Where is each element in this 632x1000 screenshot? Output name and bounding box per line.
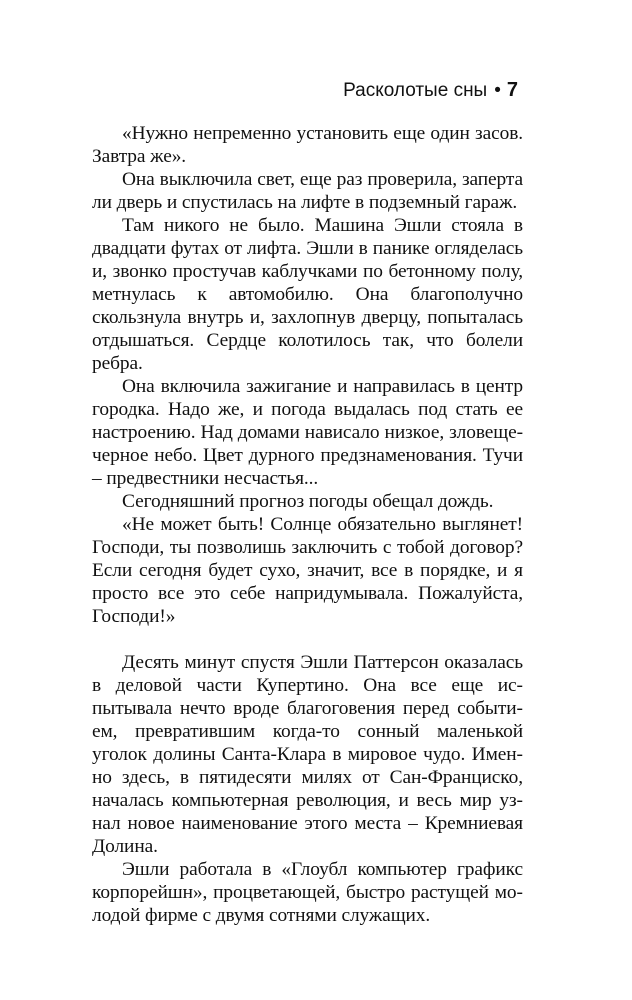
paragraph: «Нужно непременно установить еще один засов. Завтра же». xyxy=(92,123,523,167)
paragraph: Там никого не было. Машина Эшли стояла в двадцати футах от лифта. Эшли в панике огляделась и, звонко простучав каблучками по бетонному полу, метнулась к автомобилю. Она благополучно скользнула внутрь и, захлопнув дверцу, попыталась отдышаться. Сердце колотилось так, что болели ребра. xyxy=(92,215,523,374)
header-separator: • xyxy=(494,80,501,101)
paragraph: Она выключила свет, еще раз проверила, заперта ли дверь и спустилась на лифте в подземный гараж. xyxy=(92,169,523,213)
paragraph: Она включила зажигание и направилась в центр городка. Надо же, и погода выдалась под стать ее настроению. Над домами нависало низкое, зловеще-черное небо. Цвет дурного предзнаменования. Тучи – предвестники несчастья... xyxy=(92,376,523,489)
page-number: 7 xyxy=(506,79,518,101)
paragraph: «Не может быть! Солнце обязательно выглянет! Господи, ты позволишь заключить с тобой договор? Если сегодня будет сухо, значит, все в порядке, и я просто все это себе напридумывала. Пожалуйста, Господи!» xyxy=(92,514,523,627)
book-title: Расколотые сны xyxy=(343,80,488,101)
running-header xyxy=(343,78,518,103)
paragraph: Сегодняшний прогноз погоды обещал дождь. xyxy=(122,491,494,512)
paragraph: Десять минут спустя Эшли Паттерсон оказалась в деловой части Купертино. Она все еще испытывала нечто вроде благоговения перед событием, превратившим когда-то сонный маленькой уголок долины Санта-Клара в мировое чудо. Именно здесь, в пятидесяти милях от Сан-Франциско, началась компьютерная революция, и весь мир узнал новое наименование этого места – Кремниевая Долина. xyxy=(92,652,523,857)
body-text xyxy=(92,122,523,927)
paragraph: Эшли работала в «Глоубл компьютер графикс корпорейшн», процветающей, быстро растущей молодой фирме с двумя сотнями служащих. xyxy=(92,859,523,926)
